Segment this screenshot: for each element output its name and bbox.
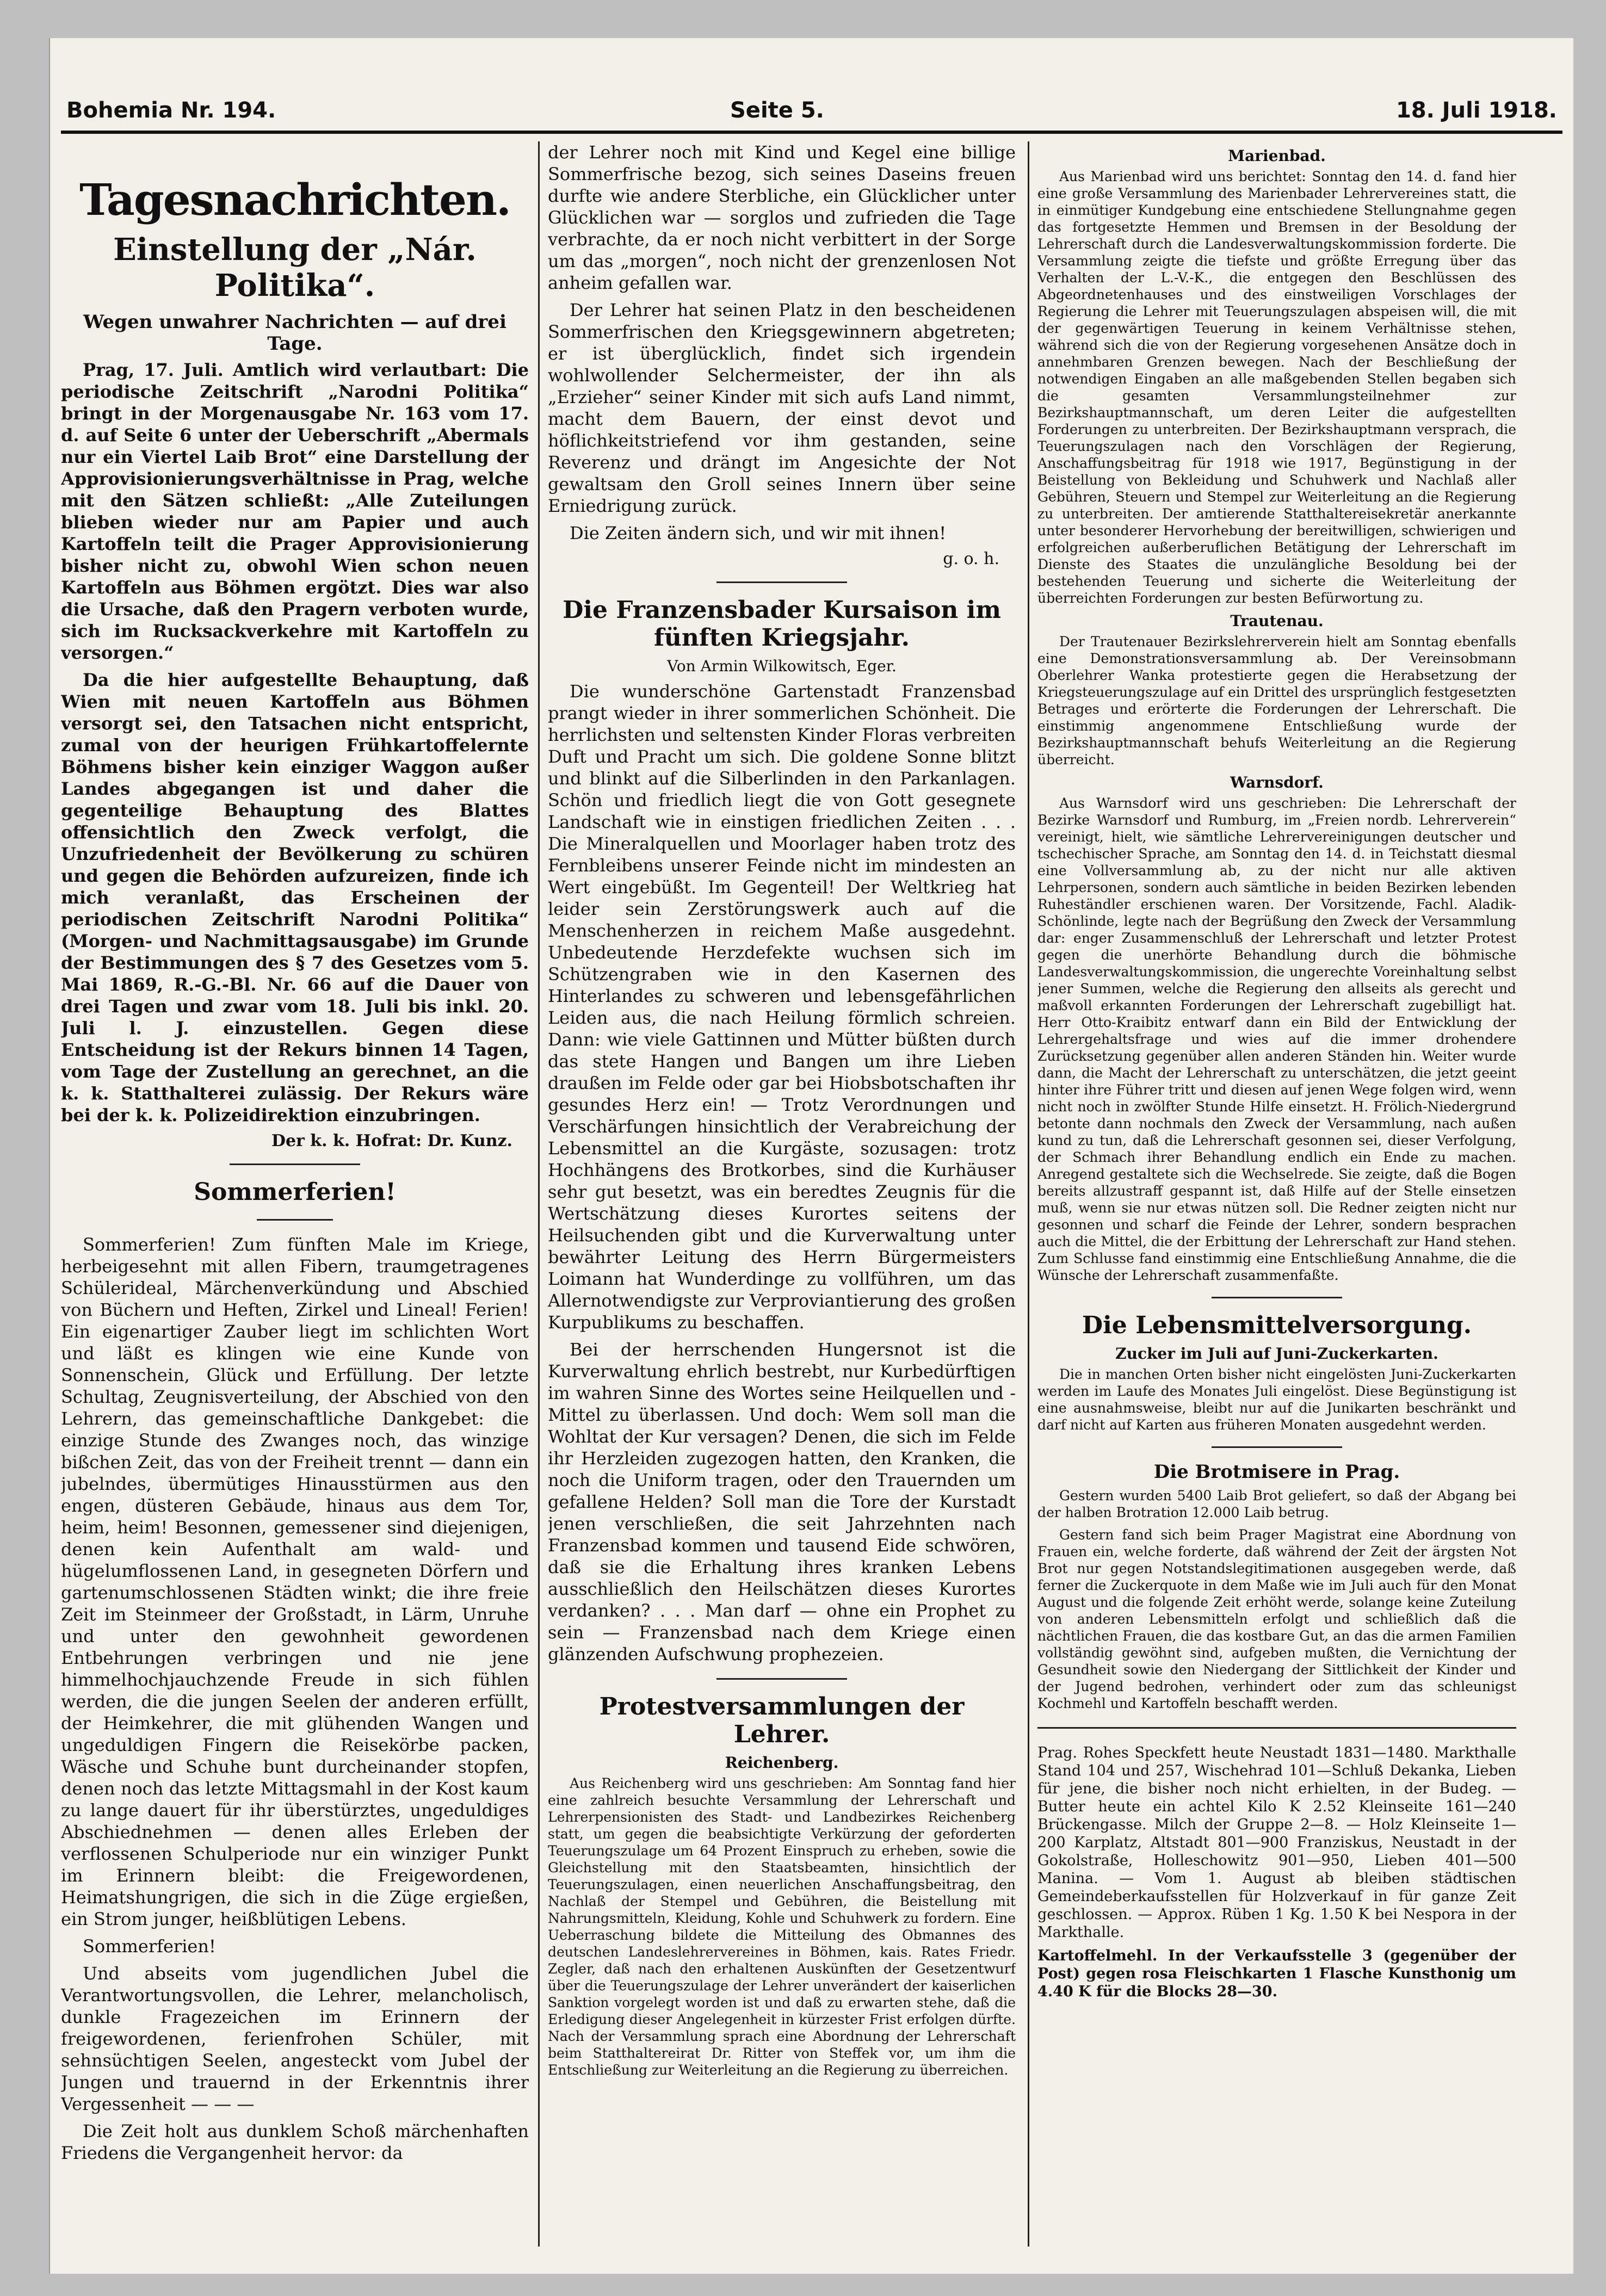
article-paragraph: Die in manchen Orten bisher nicht eingelösten Juni-Zuckerkarten werden im Laufe des Monates Juli eingelöst. Diese Begünstigung ist eine ausnahmsweise, bleibt nur auf die Junikarten beschränkt und darf nicht auf Karten aus früheren Monaten ausgedehnt werden. <box>1037 1366 1516 1433</box>
article-byline: Von Armin Wilkowitsch, Eger. <box>667 657 897 675</box>
article-paragraph: Aus Marienbad wird uns berichtet: Sonntag den 14. d. fand hier eine große Versammlung des Marienbader Lehrervereines statt, die in einmütiger Kundgebung eine entschiedene Stellungnahme gegen das fortgesetzte Hemmen und Bremsen in der Besoldung der Lehrerschaft durch die Landesverwaltungskommission forderte. Die Versammlung zeigte die tiefste und größte Erregung über das Verhalten der L.-V.-K., die entgegen den Beschlüssen des Abgeordnetenhauses und des einstweiligen Vorschlages der Regierung die Lehrer mit Teuerungszulagen abspeisen will, die mit der gegenwärtigen Teuerung in keinem Verhältnisse stehen, während sich die von der Regierung vorgesehenen Ansätze doch in annehmbaren Grenzen bewegen. Nach der Beschließung der notwendigen Eingaben an alle maßgebenden Stellen begaben sich die gesamten Versammlungsteilnehmer zur Bezirkshauptmannschaft, um deren Leiter die aufgestellten Forderungen zu unterbreiten. Der Bezirkshauptmann versprach, die Teuerungszulagen nach den Vorschlägen der Regierung, Anschaffungsbeitrag für 1918 wie 1917, Begünstigung in der Beistellung von Bekleidung und Schuhwerk und Nachlaß aller Gebühren, Steuern und Stempel zur Weiterleitung an die Regierung zu unterbreiten. Der amtierende Statthaltereisekretär anerkannte unter besonderer Hervorhebung der bereitwilligen, schwierigen und erfolgreichen außerberuflichen Betätigung der Lehrerschaft im Dienste des Staates die unzulängliche Besoldung bei der bestehenden Teuerung und sicherte die Weiterleitung der überreichten Forderungen zur besten Befürwortung zu. <box>1037 169 1516 606</box>
notice-paragraph: Kartoffelmehl. In der Verkaufsstelle 3 (gegenüber der Post) gegen rosa Fleischkarten 1 Flasche Kunsthonig um 4.40 K für die Blocks 28—30. <box>1037 1947 1516 2000</box>
header-date: 18. Juli 1918. <box>1395 98 1557 123</box>
separator <box>1212 1446 1342 1448</box>
article-title: Warnsdorf. <box>1230 773 1324 791</box>
notice-paragraph: Prag. Rohes Speckfett heute Neustadt 1831—1480. Markthalle Stand 104 und 257, Wischehrad 101—Schluß Dekanka, Lieben für jene, die bisher noch nicht erhielten, in der Budeg. — Butter heute ein achtel Kilo K 2.52 Kleinseite 161—240 Brückengasse. Milch der Gruppe 2—8. — Holz Kleinseite 1—200 Karplatz, Altstadt 801—900 Franziskus, Neustadt in der Gokolstraße, Holleschowitz 901—950, Lieben 401—500 Manina. — Vom 1. August ab bleiben städtischen Gemeindeberkaufsstellen für Holzverkauf in für ganze Zeit geschlossen. — Approx. Rüben 1 Kg. 1.50 K bei Nespora in der Markthalle. <box>1037 1744 1516 1941</box>
section-title: Tagesnachrichten. <box>79 174 510 225</box>
column-3 <box>1037 141 1516 2252</box>
separator <box>716 1678 847 1680</box>
column-rule <box>1028 141 1029 2247</box>
article-paragraph: Da die hier aufgestellte Behauptung, daß Wien mit neuen Kartoffeln aus Böhmen versorgt sei, den Tatsachen nicht entspricht, zumal von der heurigen Frühkartoffelernte Böhmens bisher kein einziger Waggon außer Landes abgegangen ist und daher die gegenteilige Behauptung des Blattes offensichtlich den Zweck verfolgt, die Unzufriedenheit der Bevölkerung zu schüren und gegen die Behörden aufzureizen, finde ich mich veranlaßt, das Erscheinen der periodischen Zeitschrift Narodni Politika“ (Morgen- und Nachmittagsausgabe) im Grunde der Bestimmungen des § 7 des Gesetzes vom 5. Mai 1869, R.-G.-Bl. Nr. 66 auf die Dauer von drei Tagen und zwar vom 18. Juli bis inkl. 20. Juli l. J. einzustellen. Gegen diese Entscheidung ist der Rekurs binnen 14 Tagen, vom Tage der Zustellung an gerechnet, an die k. k. Statthalterei zulässig. Der Rekurs wäre bei der k. k. Polizeidirektion einzubringen. <box>61 670 529 1125</box>
separator <box>1212 1297 1342 1298</box>
article-paragraph: Prag, 17. Juli. Amtlich wird verlautbart: Die periodische Zeitschrift „Narodni Politika“ bringt in der Morgenausgabe Nr. 163 vom 17. d. auf Seite 6 unter der Ueberschrift „Abermals nur ein Viertel Laib Brot“ eine Darstellung der Approvisionierungsverhältnisse in Prag, welche mit den Sätzen schließt: „Alle Zuteilungen blieben wieder nur am Papier und auch Kartoffeln teilt die Prager Approvisionierung bisher nicht zu, obwohl Wien schon neuen Kartoffeln aus Böhmen ergötzt. Dies war also die Ursache, daß den Pragern verboten wurde, sich im Rucksackverkehre mit Kartoffeln zu versorgen.“ <box>61 360 529 663</box>
article-paragraph: Gestern fand sich beim Prager Magistrat eine Abordnung von Frauen ein, welche forderte, daß während der Zeit der ärgsten Not Brot nur gegen Notstandslegitimationen ausgegeben werde, daß ferner die Zuckerquote in dem Maße wie im Juli auch für den Monat August und die folgende Zeit erhöht werde, solange keine Zuteilung von anderen Lebensmitteln erfolgt und schließlich daß die nächtlichen Frauen, die das kostbare Gut, an das die armen Familien vollständig gewöhnt sind, aufgeben mußten, die Vernichtung der Gesundheit sowie den Niedergang der Sittlichkeit der Kinder und der Jugend bedrohen, verhindert oder zum das schleunigst Kochmehl und Kartoffeln beschafft werden. <box>1037 1527 1516 1711</box>
separator <box>716 581 847 583</box>
article-paragraph: Gestern wurden 5400 Laib Brot geliefert, so daß der Abgang bei der halben Brotration 12.000 Laib betrug. <box>1037 1488 1516 1520</box>
column-rule <box>538 141 540 2247</box>
separator <box>257 1219 333 1221</box>
article-title: Trautenau. <box>1230 612 1324 630</box>
article-paragraph: Bei der herrschenden Hungersnot ist die Kurverwaltung ehrlich bestrebt, nur Kurbedürftigen im wahren Sinne des Wortes seine Heilquellen und -Mittel zu überlassen. Und doch: Wem soll man die Wohltat der Kur versagen? Denen, die sich im Felde ihr Herzleiden zugezogen hatten, den Kranken, die noch die Uniform tragen, oder den Trauernden um gefallene Helden? Soll man die Tore der Kurstadt jenen verschließen, die seit Jahrzehnten nach Franzensbad kommen und tausend Eide schwören, daß sie die Erhaltung ihres kranken Lebens ausschließlich den Heilschätzen dieses Kurortes verdanken? . . . Man darf — ohne ein Prophet zu sein — Franzensbad nach dem Kriege einen glänzenden Aufschwung prophezeien. <box>548 1339 1016 1664</box>
article-paragraph: Aus Warnsdorf wird uns geschrieben: Die Lehrerschaft der Bezirke Warnsdorf und Rumburg, im „Freien nordb. Lehrerverein“ vereinigt, hielt, wie sämtliche Lehrervereinigungen deutscher und tschechischer Sprache, am Sonntag den 14. d. in Teichstatt diesmal eine Vollversammlung ab, zu der nicht nur alle aktiven Lehrpersonen, sondern auch sämtliche in beiden Bezirken lebenden Ruheständler erschienen waren. Der Vorsitzende, Fachl. Aladik-Schönlinde, legte nach der Begrüßung den Zweck der Versammlung dar: enger Zusammenschluß der Lehrerschaft und letzter Protest gegen die unerhörte Behandlung durch die böhmische Landesverwaltungskommission, die ungerechte Voreinhaltung selbst jener Summen, welche die Regierung den allseits als gerecht und maßvoll erkannten Forderungen der Lehrerschaft zugebilligt hat. Herr Otto-Kraibitz entwarf dann ein Bild der Entwicklung der Lehrergehaltsfrage und wies auf die immer drohendere Zurücksetzung gegenüber allen anderen Ständen hin. Weiter wurde dann, die Macht der Lehrerschaft zu unterschätzen, die jetzt geeint hinter ihre Führer tritt und diesen auf jenen Wege folgen wird, wenn nicht noch in zwölfter Stunde Hilfe einsetzt. H. Frölich-Niedergrund betonte dann nochmals den Zweck der Versammlung, nach außen kund zu tun, daß die Lehrerschaft gesonnen sei, dieser Verfolgung, der Schmach ihrer Behandlung endlich ein Ende zu machen. Anregend gestaltete sich die Wechselrede. Sie zeigte, daß die Bogen bereits allzustraff gespannt ist, daß Hilfe auf der Stelle einsetzen muß, wenn sie nur etwas nützen soll. Die Redner zeigten nicht nur gesonnen und scharf die Feinde der Lehrer, sondern besprachen auch die Mittel, die der Erbittung der Lehrerschaft zur Hand stehen. Zum Schlusse fand einstimmig eine Entschließung Annahme, die die Wünsche der Lehrerschaft zusammenfaßte. <box>1037 795 1516 1283</box>
article-paragraph: Die Zeit holt aus dunklem Schoß märchenhaften Friedens die Vergangenheit hervor: da <box>61 2121 529 2163</box>
column-1 <box>61 141 529 2252</box>
article-paragraph: Sommerferien! Zum fünften Male im Kriege, herbeigesehnt mit allen Fibern, traumgetragenes Schülerideal, Märchenverkündung und Abschied von Büchern und Heften, Zirkel und Lineal! Ferien! Ein eigenartiger Zauber liegt im schlichten Wort und läßt es klingen wie eine Kunde von Sonnenschein, Glück und Erfüllung. Der letzte Schultag, Zeugnisverteilung, der Abschied von den Lehrern, das gemeinschaftliche Dankgebet: die einzige Stunde des Zwanges noch, das winzige bißchen Zeit, das von der Freiheit trennt — dann ein jubelndes, übermütiges Hinausstürmen aus den engen, düsteren Gebäude, hinaus aus dem Tor, heim, heim! Besonnen, gemessener sind diejenigen, denen kein Aufenthalt am wald- und hügelumflossenen Land, in gesegneten Dörfern und gartenumschlossenen Städten winkt; die ihre freie Zeit im Steinmeer der Großstadt, in Lärm, Unruhe und unter den gewohnheit gewordenen Entbehrungen verbringen und nie jene himmelhochjauchzende Freude in sich fühlen werden, die die jungen Seelen der anderen erfüllt, der Heimkehrer, die mit glühenden Wangen und ungeduldigen Fingern die Reisekörbe packen, Wäsche und Schuhe bunt durcheinander stopfen, denen noch das letzte Mittagsmahl in der Kost kaum zu lange dauert für ihr überstürztes, ungeduldiges Abschiednehmen — denen alles Erleben der verflossenen Schulperiode nur ein winziger Punkt im Erinnern bleibt: die Freigewordenen, Heimatshungrigen, die sich in die Züge ergießen, ein Strom junger, heißblütigen Lebens. <box>61 1234 529 1929</box>
article-title: Marienbad. <box>1228 147 1326 165</box>
article-paragraph: der Lehrer noch mit Kind und Kegel eine billige Sommerfrische bezog, sich seines Daseins freuen durfte wie andere Sterbliche, ein Glücklicher unter Glücklichen war — sorglos und zufrieden die Tage verbrachte, da er noch nicht verbittert in der Sorge um das „morgen“, noch nicht der grenzenlosen Not anheim gefallen war. <box>548 142 1016 293</box>
article-subtitle: Wegen unwahrer Nachrichten — auf drei Tage. <box>83 311 506 355</box>
column-2 <box>548 141 1016 2252</box>
article-subtitle: Reichenberg. <box>725 1754 839 1772</box>
article-title: Die Lebensmittelversorgung. <box>1082 1311 1472 1339</box>
newspaper-page <box>49 38 1573 2274</box>
article-subtitle: Zucker im Juli auf Juni-Zuckerkarten. <box>1115 1345 1438 1363</box>
article-paragraph: Aus Reichenberg wird uns geschrieben: Am Sonntag fand hier eine zahlreich besuchte Versammlung der Lehrerschaft und Lehrerpensionisten des Stadt- und Landbezirkes Reichenberg statt, um gegen die beabsichtigte Verkürzung der geforderten Teuerungszulage um 64 Prozent Einspruch zu erheben, sowie die Gleichstellung mit den Staatsbeamten, hinsichtlich der Teuerungszulagen, einen neuerlichen Anschaffungsbeitrag, den Nachlaß der Stempel und Gebühren, die Beistellung mit Nahrungsmitteln, Kleidung, Kohle und Schuhwerk zu fordern. Eine Ueberraschung bildete die Mitteilung des Obmannes des deutschen Landeslehrervereines in Böhmen, kais. Rates Friedr. Zegler, daß nach den erhaltenen Auskünften der Gesetzentwurf über die Teuerungszulage der Lehrer unverändert der kaiserlichen Sanktion vorgelegt worden ist und daß zu erwarten stehe, daß die Erledigung dieser Angelegenheit in kürzester Frist erfolgen dürfte. Nach der Versammlung sprach eine Abordnung der Lehrerschaft beim Statthaltereirat Dr. Ritter von Steffek vor, um ihm die Entschließung zur Weiterleitung an die Regierung zu überreichen. <box>548 1775 1016 2078</box>
header-issue: Bohemia Nr. 194. <box>66 98 276 123</box>
article-title: Die Brotmisere in Prag. <box>1153 1461 1400 1483</box>
article-paragraph: Der Trautenauer Bezirkslehrerverein hielt am Sonntag ebenfalls eine Demonstrationsversammlung ab. Der Vereinsobmann Oberlehrer Wanka protestierte gegen die Herabsetzung der Kriegsteuerungszulage auf ein Drittel des ursprünglich festgesetzten Betrages und erörterte die Forderungen der Lehrerschaft. Die einstimmig angenommene Entschließung wurde der Bezirkshauptmannschaft behufs Weiterleitung an die Regierung überreicht. <box>1037 634 1516 768</box>
article-paragraph: Der Lehrer hat seinen Platz in den bescheidenen Sommerfrischen den Kriegsgewinnern abgetreten; er ist überglücklich, findet sich irgendein wohlwollender Selchermeister, der ihn als „Erzieher“ seiner Kinder mit sich aufs Land nimmt, macht dem Bauern, der einst devot und höflichkeitstriefend vor ihm gestanden, seine Reverenz und drängt im Angesichte der Not gewaltsam den Groll seines Innern über seine Erniedrigung zurück. <box>548 300 1016 516</box>
separator <box>1037 1727 1516 1729</box>
separator <box>230 1164 360 1165</box>
article-paragraph: Die Zeiten ändern sich, und wir mit ihnen! <box>570 523 947 543</box>
article-title: Sommerferien! <box>194 1178 396 1206</box>
article-signature: Der k. k. Hofrat: Dr. Kunz. <box>271 1131 512 1150</box>
article-paragraph: Sommerferien! <box>83 1936 216 1957</box>
article-paragraph: Und abseits vom jugendlichen Jubel die Verantwortungsvollen, die Lehrer, melancholisch, dunkle Fragezeichen im Erinnern der freigewordenen, ferienfrohen Schüler, mit sehnsüchtigen Seelen, angesteckt vom Jubel der Jungen und trauernd in der Erkenntnis ihrer Vergessenheit — — — <box>61 1963 529 2114</box>
article-title: Die Franzensbader Kursaison im fünften Kriegsjahr. <box>563 596 1001 652</box>
page-header <box>61 87 1562 134</box>
article-paragraph: Die wunderschöne Gartenstadt Franzensbad prangt wieder in ihrer sommerlichen Schönheit. Die herrlichsten und seltensten Kinder Floras verbreiten Duft und Pracht um sich. Die goldene Sonne blitzt und blinkt auf die Silberlinden in den Parkanlagen. Schön und friedlich liegt die von Gott gesegnete Landschaft wie in einstigen friedlichen Zeiten . . . Die Mineralquellen und Moorlager haben trotz des Fernbleibens unserer Feinde nicht im mindesten an Wert eingebüßt. Im Gegenteil! Der Weltkrieg hat leider sein Zerstörungswerk auch auf die Menschenherzen in reichem Maße ausgedehnt. Unbedeutende Herzdefekte wuchsen sich im Schützengraben wie in den Kasernen des Hinterlandes zu schweren und lebensgefährlichen Leiden aus, die nach Heilung förmlich schreien. Dann: wie viele Gattinnen und Mütter büßten durch das stete Hangen und Bangen um ihre Lieben draußen im Felde oder gar bei Hiobsbotschaften ihr gesundes Herz ein! — Trotz Verordnungen und Verschärfungen hinsichtlich der Verabreichung der Lebensmittel an die Kurgäste, sozusagen: trotz Hochhängens des Brotkorbes, sind die Kurhäuser sehr gut besetzt, was ein beredtes Zeugnis für die Wertschätzung dieses Kurortes seitens der Heilsuchenden gibt und die Kurverwaltung unter bewährter Leitung des Herrn Bürgermeisters Loimann hat Wunderdinge zu vollführen, um das Allernotwendigste zur Verproviantierung des großen Kurpublikums zu beschaffen. <box>548 681 1016 1333</box>
article-title: Einstellung der „Nár. Politika“. <box>113 232 477 304</box>
article-title: Protestversammlungen der Lehrer. <box>599 1693 965 1748</box>
header-page-number: Seite 5. <box>730 98 824 123</box>
article-signature: g. o. h. <box>943 549 999 568</box>
